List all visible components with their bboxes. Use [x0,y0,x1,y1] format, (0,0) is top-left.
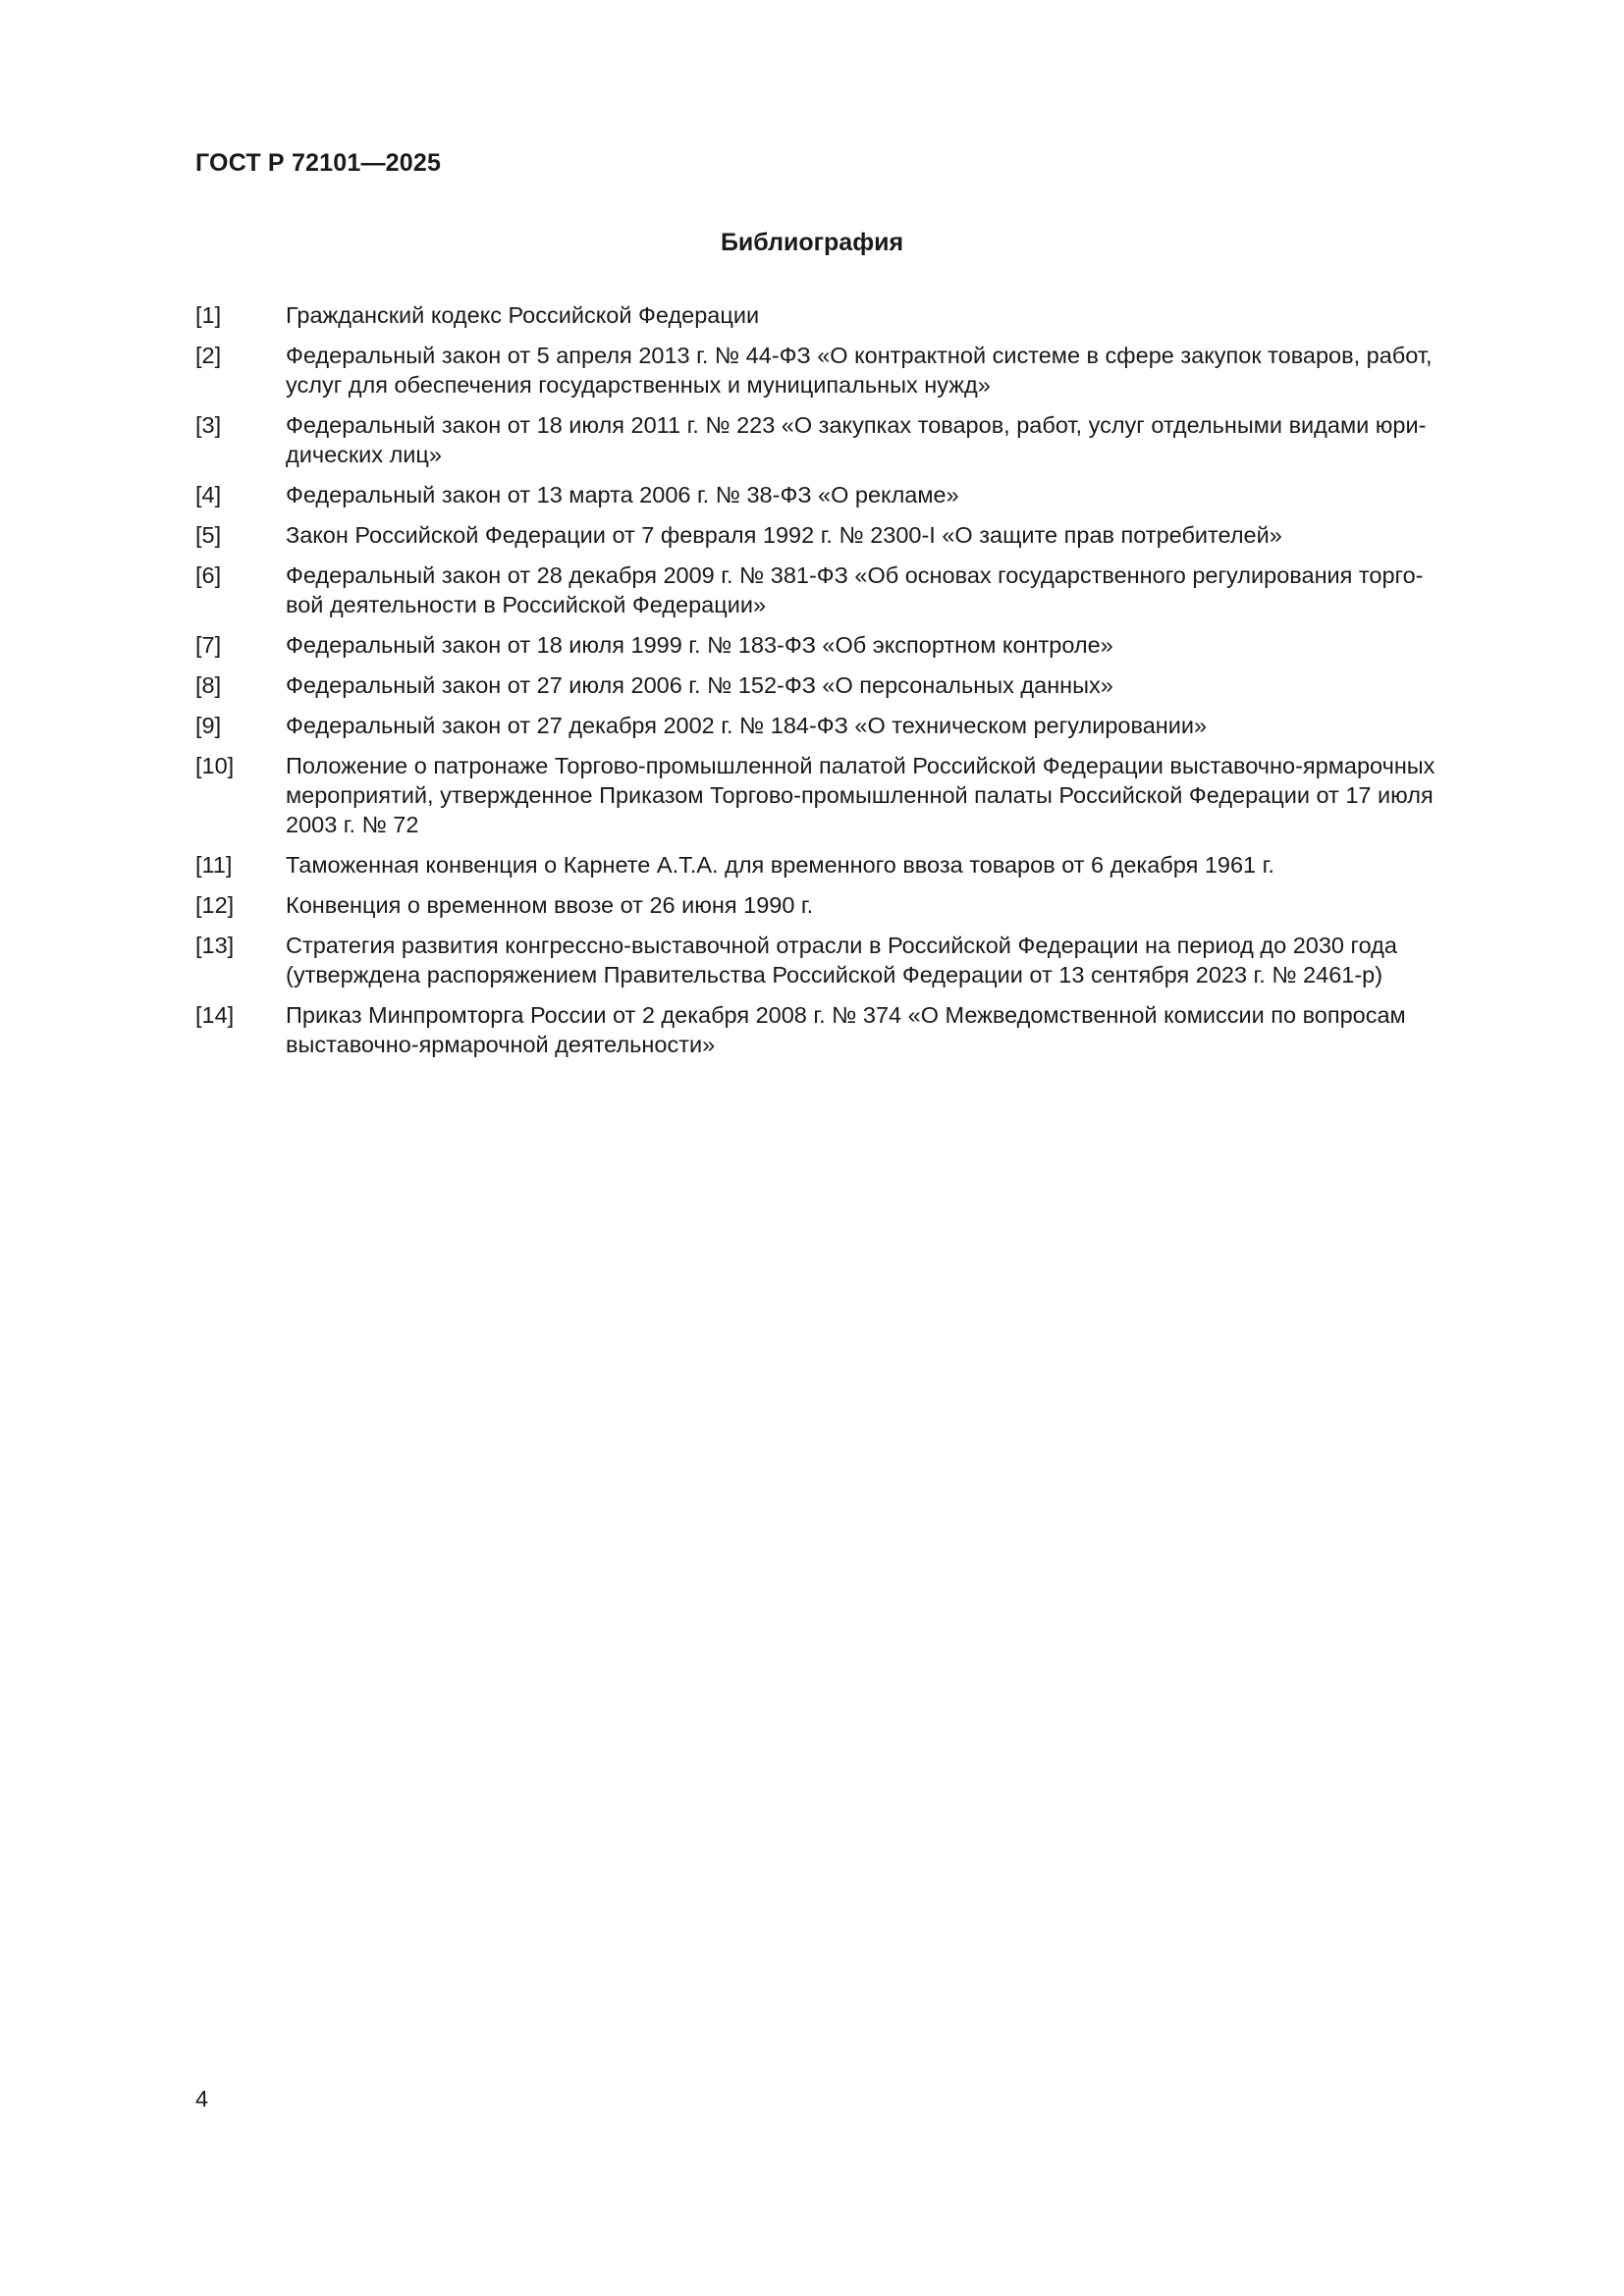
page-number: 4 [195,2086,209,2111]
section-title: Библиография [720,229,904,256]
reference-text: Стратегия развития конгрессно-выставочной отрасли в Российской Федерации на период до 2030 года (утверждена распоряжением Правительства Российской Федерации от 13 сентября 2023 г. № 2461-р) [286,933,1397,988]
bibliography-item [195,480,1519,509]
bibliography-item [195,850,1519,880]
bibliography-item [195,410,1519,469]
reference-text: Таможенная конвенция о Карнете А.Т.А. для временного ввоза товаров от 6 декабря 1961 г. [286,852,1274,878]
reference-text: Положение о патронаже Торгово-промышленной палатой Российской Федерации выставочно-ярмарочных мероприятий, утвержденное Приказом Торгово-промышленной палаты Российской Федерации от 17 июля 2003 г. № 72 [286,753,1435,837]
reference-text: Федеральный закон от 5 апреля 2013 г. № 44-ФЗ «О контрактной системе в сфере закупок товаров, работ, услуг для обеспечения государственных и муниципальных нужд» [286,343,1433,398]
reference-text: Федеральный закон от 28 декабря 2009 г. № 381-ФЗ «Об основах государственного регулирования торго- вой деятельности в Российской Федерации» [286,562,1424,617]
reference-text: Федеральный закон от 18 июля 1999 г. № 183-ФЗ «Об экспортном контроле» [286,632,1113,658]
reference-text: Приказ Минпромторга России от 2 декабря 2008 г. № 374 «О Межведомственной комиссии по вопросам выставочно-ярмарочной деятельности» [286,1002,1406,1057]
reference-number: [12] [195,892,235,918]
reference-number: [13] [195,933,235,958]
bibliography-item [195,1000,1519,1059]
bibliography-item [195,341,1519,400]
reference-text: Федеральный закон от 27 декабря 2002 г. № 184-ФЗ «О техническом регулировании» [286,713,1208,738]
bibliography-item [195,670,1519,700]
bibliography-item [195,711,1519,740]
bibliography-item [195,890,1519,920]
reference-text: Федеральный закон от 27 июля 2006 г. № 152-ФЗ «О персональных данных» [286,672,1113,698]
reference-number: [10] [195,753,235,778]
reference-number: [7] [195,632,222,658]
reference-text: Конвенция о временном ввозе от 26 июня 1990 г. [286,892,814,918]
bibliography-item [195,751,1519,839]
reference-number: [8] [195,672,222,698]
reference-number: [5] [195,522,222,548]
bibliography-item [195,931,1519,989]
reference-text: Закон Российской Федерации от 7 февраля 1992 г. № 2300-I «О защите прав потребителей» [286,522,1282,548]
reference-number: [4] [195,482,222,507]
document-code: ГОСТ Р 72101—2025 [195,149,442,177]
reference-number: [11] [195,852,233,878]
reference-text: Гражданский кодекс Российской Федерации [286,302,760,328]
reference-number: [2] [195,343,222,368]
bibliography-item [195,300,1519,330]
bibliography-item [195,561,1519,619]
reference-number: [3] [195,412,222,438]
bibliography-list [195,300,1519,1070]
reference-text: Федеральный закон от 18 июля 2011 г. № 223 «О закупках товаров, работ, услуг отдельными видами юри- дических лиц» [286,412,1427,467]
reference-number: [14] [195,1002,235,1028]
reference-number: [9] [195,713,222,738]
reference-number: [1] [195,302,222,328]
reference-text: Федеральный закон от 13 марта 2006 г. № 38-ФЗ «О рекламе» [286,482,959,507]
bibliography-item [195,630,1519,660]
bibliography-item [195,520,1519,550]
reference-number: [6] [195,562,222,588]
